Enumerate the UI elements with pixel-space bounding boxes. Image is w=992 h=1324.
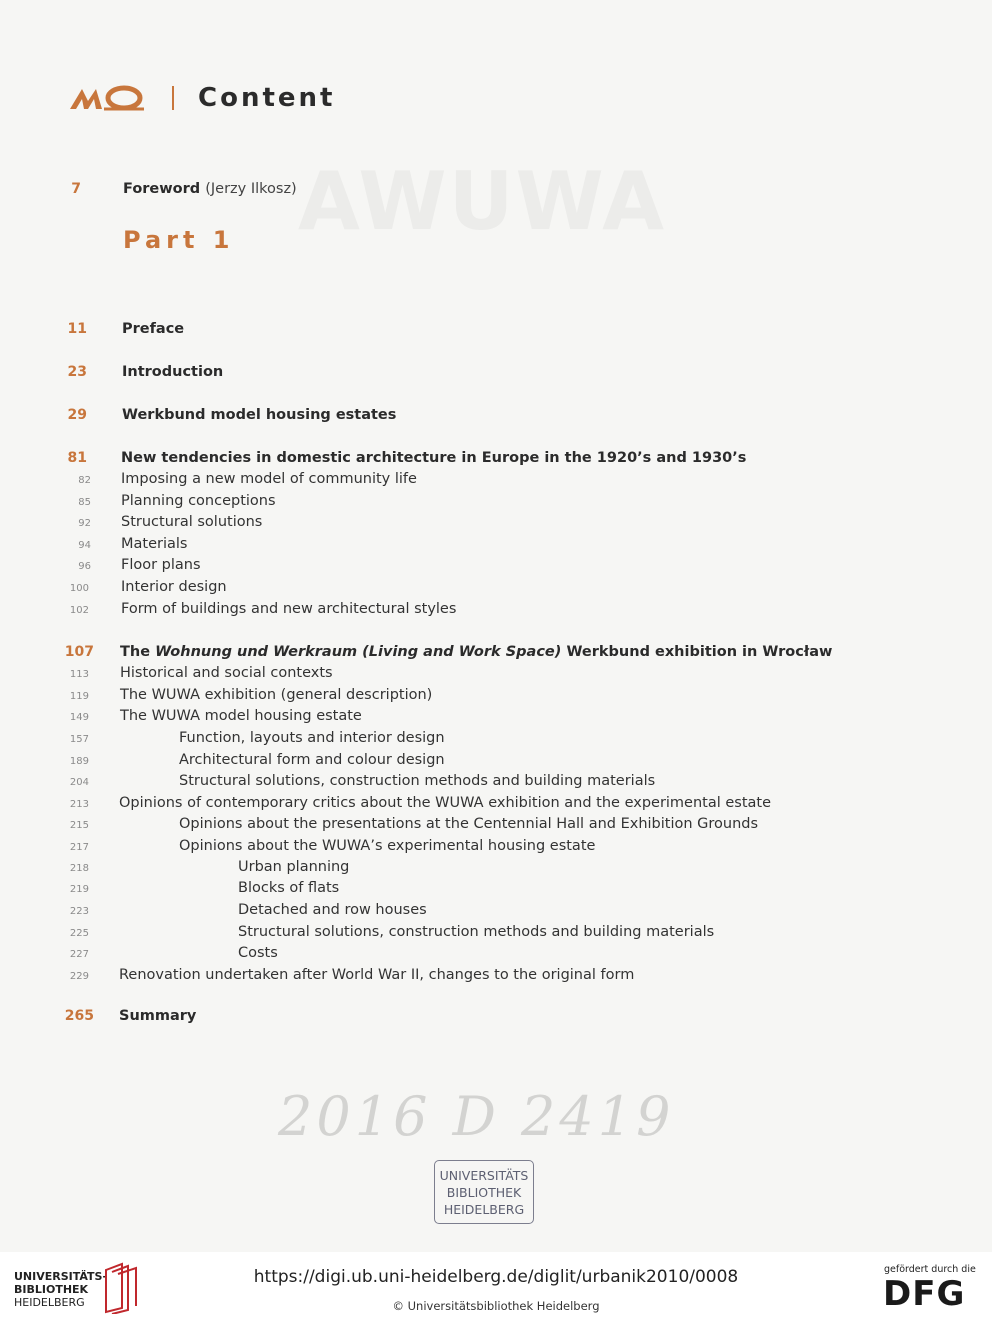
dfg-caption: gefördert durch die — [884, 1264, 976, 1275]
toc-subentry[interactable]: The WUWA exhibition (general description) — [120, 687, 433, 703]
toc-subentry[interactable]: Blocks of flats — [238, 880, 340, 896]
toc-page: 227 — [69, 949, 89, 960]
toc-page: 23 — [67, 364, 87, 380]
copyright-text: © Universitätsbibliothek Heidelberg — [392, 1299, 600, 1313]
toc-author: (Jerzy Ilkosz) — [205, 181, 297, 197]
library-logo-line: BIBLIOTHEK — [14, 1283, 89, 1296]
toc-page: 229 — [69, 971, 89, 982]
toc-subentry[interactable]: Opinions of contemporary critics about the WUWA exhibition and the experimental estate — [119, 795, 772, 811]
toc-page: 157 — [69, 734, 89, 745]
toc-subentry[interactable]: Planning conceptions — [121, 493, 276, 509]
toc-page: 92 — [78, 518, 91, 529]
toc-page: 265 — [64, 1008, 94, 1024]
stamp-line: BIBLIOTHEK — [446, 1184, 522, 1200]
toc-subentry[interactable]: Renovation undertaken after World War II, changes to the original form — [119, 967, 635, 983]
header-divider — [172, 86, 174, 110]
mo-logo-icon — [68, 83, 146, 113]
part-heading: Part 1 — [123, 226, 235, 254]
toc-subentry[interactable]: Architectural form and colour design — [179, 752, 445, 768]
library-stamp — [434, 1160, 534, 1224]
toc-page: 204 — [69, 777, 89, 788]
toc-subentry[interactable]: Form of buildings and new architectural styles — [121, 601, 457, 617]
toc-page: 225 — [69, 928, 89, 939]
toc-entry-foreword[interactable] — [123, 181, 297, 197]
toc-page: 11 — [67, 321, 87, 337]
toc-subentry[interactable]: Detached and row houses — [238, 902, 427, 918]
toc-title-post: Werkbund exhibition in Wrocław — [561, 644, 833, 660]
toc-page: 102 — [69, 605, 89, 616]
library-logo-line: UNIVERSITÄTS- — [14, 1270, 108, 1283]
page-header — [68, 78, 335, 118]
toc-page: 82 — [78, 475, 91, 486]
toc-page: 215 — [69, 820, 89, 831]
toc-subentry[interactable]: Imposing a new model of community life — [121, 471, 417, 487]
ghost-heading: AWUWA — [298, 155, 667, 248]
toc-page: 218 — [69, 863, 89, 874]
toc-title-pre: The — [120, 644, 156, 660]
toc-page: 213 — [69, 799, 89, 810]
toc-subentry[interactable]: Structural solutions, construction methods and building materials — [179, 773, 656, 789]
viewer-footer — [0, 1252, 992, 1324]
permalink-url[interactable]: https://digi.ub.uni-heidelberg.de/diglit/urbanik2010/0008 — [253, 1267, 739, 1287]
toc-subentry[interactable]: Structural solutions, construction methods and building materials — [238, 924, 715, 940]
toc-page: 113 — [69, 669, 89, 680]
page-title: Content — [198, 83, 336, 113]
toc-subentry[interactable]: Floor plans — [121, 557, 201, 573]
toc-page: 223 — [69, 906, 89, 917]
toc-subentry[interactable]: Opinions about the WUWA’s experimental housing estate — [179, 838, 596, 854]
handwritten-shelfmark: 2016 D 2419 — [278, 1085, 675, 1148]
toc-page: 96 — [78, 561, 91, 572]
toc-subentry[interactable]: Structural solutions — [121, 514, 263, 530]
toc-page: 119 — [69, 691, 89, 702]
toc-subentry[interactable]: Opinions about the presentations at the Centennial Hall and Exhibition Grounds — [179, 816, 759, 832]
toc-page: 94 — [78, 540, 91, 551]
toc-page: 85 — [78, 497, 91, 508]
toc-title: Foreword — [123, 181, 201, 197]
toc-entry[interactable]: Introduction — [122, 364, 224, 380]
toc-entry[interactable]: Preface — [122, 321, 185, 337]
toc-subentry[interactable]: Interior design — [121, 579, 227, 595]
toc-subentry[interactable]: Materials — [121, 536, 188, 552]
toc-subentry[interactable]: Urban planning — [238, 859, 350, 875]
toc-page: 217 — [69, 842, 89, 853]
library-logo-line: HEIDELBERG — [14, 1296, 85, 1309]
toc-page: 189 — [69, 756, 89, 767]
toc-subentry[interactable]: The WUWA model housing estate — [120, 708, 362, 724]
stamp-line: HEIDELBERG — [443, 1201, 525, 1217]
toc-page: 107 — [64, 644, 94, 660]
dfg-logo[interactable]: DFG — [883, 1274, 966, 1314]
toc-subentry[interactable]: Historical and social contexts — [120, 665, 333, 681]
toc-page: 29 — [67, 407, 87, 423]
toc-page-foreword: 7 — [71, 181, 81, 197]
toc-entry-wuwa[interactable] — [120, 644, 832, 660]
toc-page: 100 — [69, 583, 89, 594]
toc-entry[interactable]: Werkbund model housing estates — [122, 407, 397, 423]
toc-entry-summary[interactable]: Summary — [119, 1008, 197, 1024]
toc-page: 149 — [69, 712, 89, 723]
toc-subentry[interactable]: Costs — [238, 945, 278, 961]
toc-page: 81 — [67, 450, 87, 466]
toc-subentry[interactable]: Function, layouts and interior design — [179, 730, 445, 746]
stamp-line: UNIVERSITÄTS — [439, 1167, 529, 1183]
toc-page: 219 — [69, 884, 89, 895]
toc-entry[interactable]: New tendencies in domestic architecture in Europe in the 1920’s and 1930’s — [121, 450, 747, 466]
toc-title-italic: Wohnung und Werkraum (Living and Work Space) — [155, 644, 562, 660]
